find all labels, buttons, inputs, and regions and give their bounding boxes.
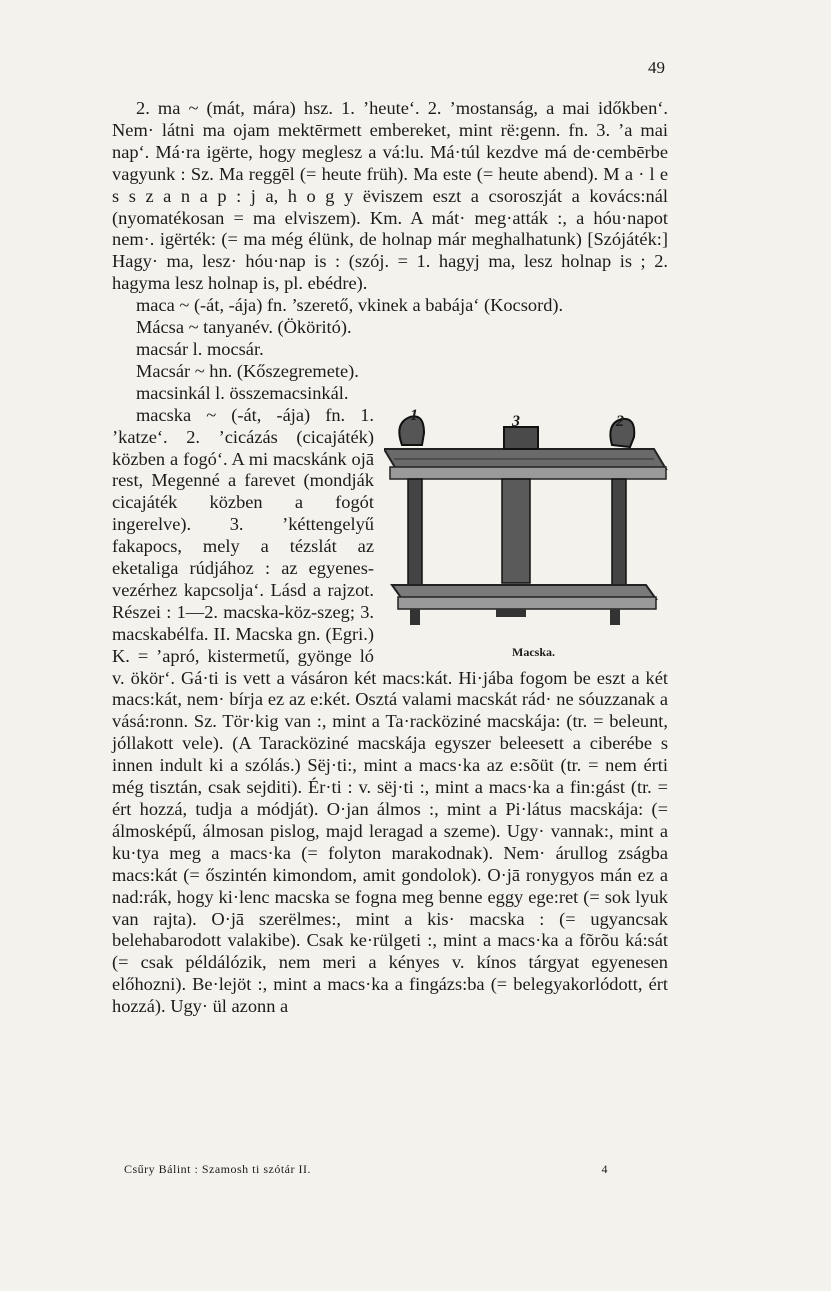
figure-label-2: 2 xyxy=(616,412,624,430)
entry-ma: 2. ma ~ (mát, mára) hsz. 1. ’heute‘. 2. ’mostanság, a mai időkben‘. Nem· látni ma ojam mektērmett embereket, mint rë:genn. fn. 3. ’a mai nap‘. Má·ra igërte, hogy meglesz a vá:lu. Má·túl kezdve má de·cembērbe vagyunk : Sz. Ma reggēl (= heute früh). Ma este (= heute abend). M a · l e s s z a n a p : j a, h o g y ëviszem eszt a csoroszját a kovács:nál (nyomatékosan = ma elviszem). Km. A mát· meg·atták :, a hóu·napot nem·. igërték: (= ma még élünk, de holnap már meghalhatunk) [Szójáték:] Hagy· ma, lesz· hóu·nap is : (szój. = 1. hagyj ma, lesz holnap is ; 2. hagyma lesz holnap is, pl. ebédre). xyxy=(112,98,668,294)
page-number: 49 xyxy=(648,58,665,77)
entry-maca: maca ~ (-át, -ája) fn. ’szerető, vkinek a babája‘ (Kocsord). xyxy=(136,295,564,316)
signature-mark: 4 xyxy=(601,1162,608,1176)
macska-drawing xyxy=(384,409,674,659)
entry-macska: macska ~ (-át, -ája) fn. 1. ’katze‘. 2. ’cicázás (cicajáték) közben a fogó‘. A mi macskánk ojā rest, Megenné a farevet (mondják cicajáték közben a fogót ingerelve). 3. ’kéttengelyű fakapocs, mely a tézslát az eketaliga rúdjához : az egyenes-vezérhez kapcsolja‘. Lásd a rajzot. Részei : 1—2. macska-köz-szeg; 3. macskabélfa. II. Macska gn. (Egri.) K. = ’apró, kistermetű, gyönge ló v. ökör‘. Gá·ti is vett a vásáron két macs:kát. Hi·jába fogom be eszt a két macs:kát, nem· bírja ez az e:két. Osztá valami macskát rád· ne sóuzzanak a vásá:ronn. Sz. Tör·kig van :, mint a Ta·racköziné macskája: (tr. = beleunt, jóllakott vele). (A Taracköziné macskája egyszer beleesett a ciberébe s innen indult ki a szólás.) Sëj·ti:, mint a macs·ka az e:sõüt (tr. = nem érti még tisztán, csak sejditi). Ér·ti : v. sëj·ti :, mint a macs·ka a fin:gást (tr. = ért hozzá, tudja a módját). O·jan álmos :, mint a Pi·látus macskája: (= álmosképű, álmosan pislog, majd leragad a szeme). Ugy· vannak:, mint a ku·tya meg a macs·ka (= folyton marakodnak). Nem· árullog zságba macs:kát (= őszintén kimondom, amit gondolok). O·jā ronygyos mán ez a nad:rák, hogy ki·lenc macska se fogna meg benne eggy ege:ret (= sok lyuk van rajta). O·jā szerëlmes:, mint a kis· macska : (= ugyancsak belehabarodott valakibe). Csak ke·rülgeti :, mint a macs·ka a fõrõu ká:sát (= csak példálózik, nem meri a kényes v. kínos tárgyat egyenesen előhozni). Be·lejöt :, mint a macs·ka a fingázs:ba (= belegyakorlódott, ért hozzá). Ugy· ül azonn a xyxy=(112,404,668,1017)
entry-macsinkal: macsinkál l. összemacsinkál. xyxy=(136,382,349,403)
figure-label-1: 1 xyxy=(410,406,418,424)
figure-label-3: 3 xyxy=(512,412,520,430)
dictionary-text xyxy=(112,88,668,1018)
entry-macsar-1: macsár l. mocsár. xyxy=(136,338,264,359)
footer-source: Csűry Bálint : Szamosh ti szótár II. xyxy=(124,1162,311,1176)
figure-caption: Macska. xyxy=(512,644,555,659)
macska-illustration xyxy=(384,406,674,659)
entry-macsa: Mácsa ~ tanyanév. (Ököritó). xyxy=(136,317,352,338)
entry-macsar-2: Macsár ~ hn. (Kőszegremete). xyxy=(136,360,359,381)
